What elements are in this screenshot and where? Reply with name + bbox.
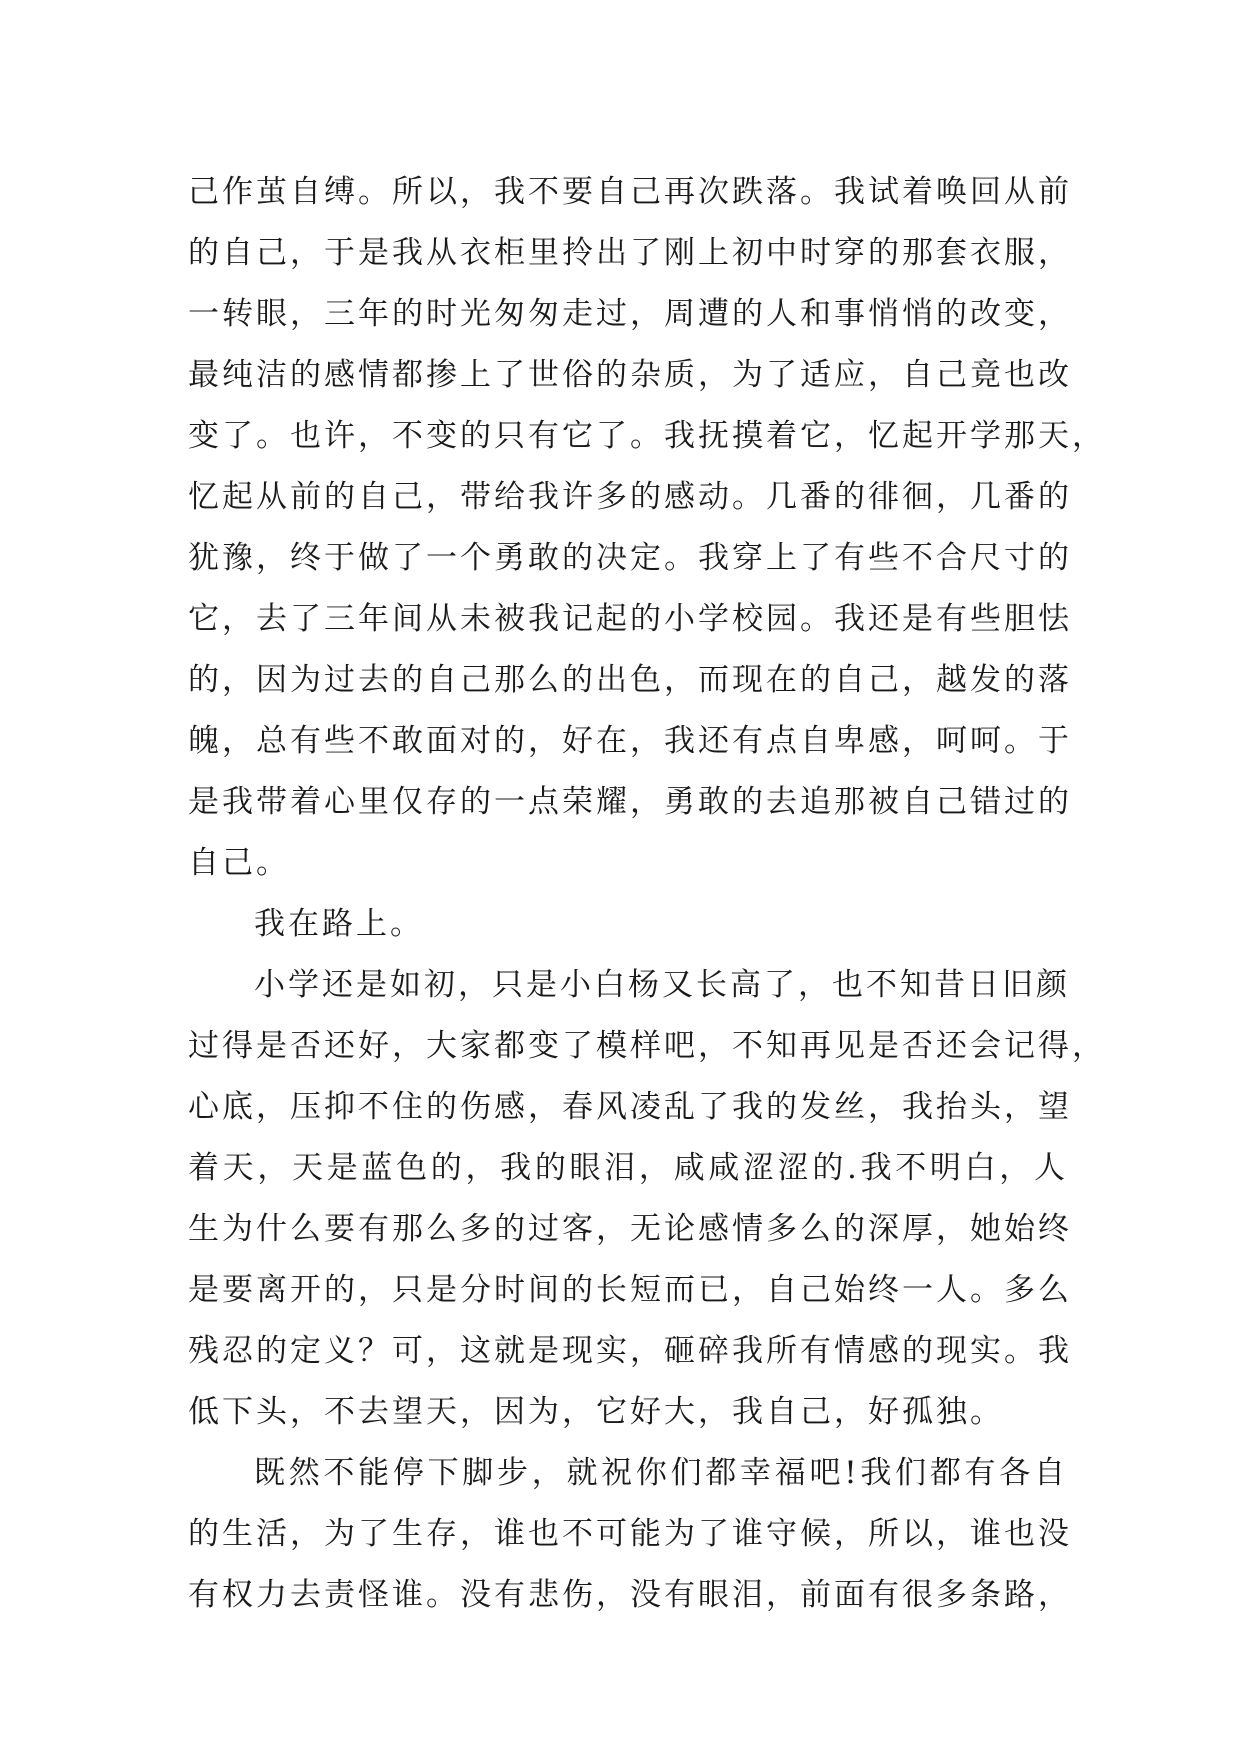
text-line: 己作茧自缚。所以，我不要自己再次跌落。我试着唤回从前 [188, 174, 1072, 210]
paragraph-first-line: 既然不能停下脚步，就祝你们都幸福吧!我们都有各自 [254, 1455, 1068, 1491]
text-line: 最纯洁的感情都掺上了世俗的杂质，为了适应，自己竟也改 [188, 357, 1072, 393]
text-line: 自己。 [188, 845, 290, 881]
text-line: 是要离开的，只是分时间的长短而已，自己始终一人。多么 [188, 1272, 1072, 1308]
text-line: 心底，压抑不住的伤感，春风凌乱了我的发丝，我抬头，望 [188, 1089, 1072, 1125]
text-line: 魄，总有些不敢面对的，好在，我还有点自卑感，呵呵。于 [188, 723, 1072, 759]
document-body [188, 162, 1106, 1626]
text-line: 有权力去责怪谁。没有悲伤，没有眼泪，前面有很多条路， [188, 1577, 1072, 1613]
text-line: 过得是否还好，大家都变了模样吧，不知再见是否还会记得， [188, 1028, 1106, 1064]
paragraph-first-line: 小学还是如初，只是小白杨又长高了，也不知昔日旧颜 [254, 967, 1070, 1003]
text-line: 生为什么要有那么多的过客，无论感情多么的深厚，她始终 [188, 1211, 1072, 1247]
text-line: 的生活，为了生存，谁也不可能为了谁守候，所以，谁也没 [188, 1516, 1072, 1552]
paragraph-first-line: 我在路上。 [254, 906, 424, 942]
text-line: 一转眼，三年的时光匆匆走过，周遭的人和事悄悄的改变， [188, 296, 1072, 332]
text-line: 犹豫，终于做了一个勇敢的决定。我穿上了有些不合尺寸的 [188, 540, 1072, 576]
text-line: 低下头，不去望天，因为，它好大，我自己，好孤独。 [188, 1394, 1004, 1430]
text-line: 的自己，于是我从衣柜里拎出了刚上初中时穿的那套衣服， [188, 235, 1072, 271]
text-line: 它，去了三年间从未被我记起的小学校园。我还是有些胆怯 [188, 601, 1072, 637]
text-line: 残忍的定义？可，这就是现实，砸碎我所有情感的现实。我 [188, 1333, 1072, 1369]
text-line: 的，因为过去的自己那么的出色，而现在的自己，越发的落 [188, 662, 1072, 698]
text-line: 是我带着心里仅存的一点荣耀，勇敢的去追那被自己错过的 [188, 784, 1072, 820]
text-line: 忆起从前的自己，带给我许多的感动。几番的徘徊，几番的 [188, 479, 1072, 515]
text-line: 变了。也许，不变的只有它了。我抚摸着它，忆起开学那天， [188, 418, 1106, 454]
text-line: 着天，天是蓝色的，我的眼泪，咸咸涩涩的.我不明白，人 [188, 1150, 1068, 1186]
